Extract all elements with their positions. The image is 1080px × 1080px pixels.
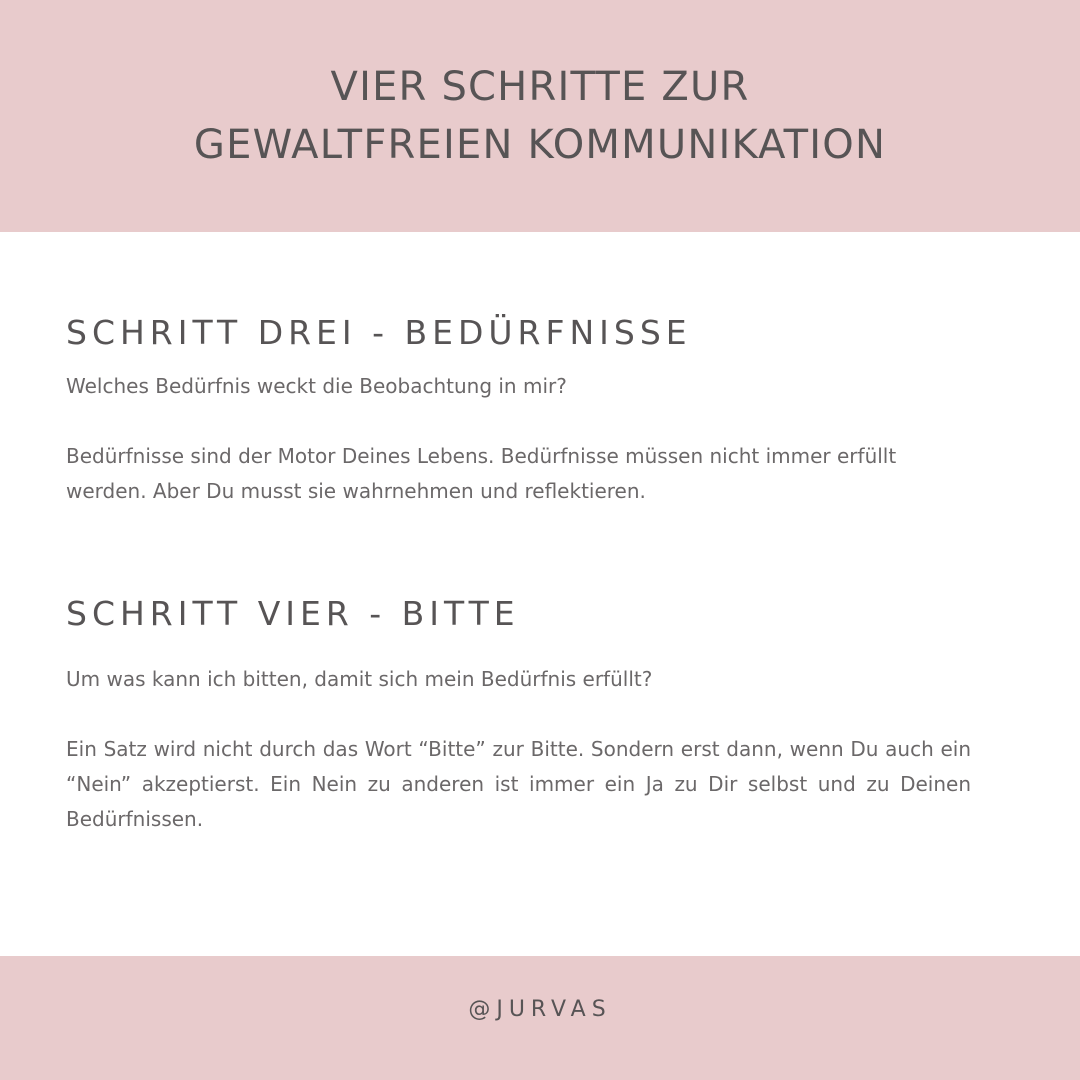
step-four-heading: SCHRITT VIER - BITTE xyxy=(66,594,520,633)
page-title-line-2: GEWALTFREIEN KOMMUNIKATION xyxy=(193,122,887,168)
social-handle: @JURVAS xyxy=(468,997,612,1022)
step-four-text: Ein Satz wird nicht durch das Wort “Bitte” zur Bitte. Sondern erst dann, wenn Du auch ein “Nein” akzeptierst. Ein Nein zu anderen ist immer ein Ja zu Dir selbst und zu Deinen Bedürfnissen. xyxy=(66,737,971,831)
step-three-text: Bedürfnisse sind der Motor Deines Lebens. Bedürfnisse müssen nicht immer erfüllt werden. Aber Du musst sie wahrnehmen und reflektieren. xyxy=(66,444,897,503)
step-three-question: Welches Bedürfnis weckt die Beobachtung in mir? xyxy=(66,374,567,398)
page-title-line-1: VIER SCHRITTE ZUR xyxy=(330,64,750,110)
step-four-question: Um was kann ich bitten, damit sich mein Bedürfnis erfüllt? xyxy=(66,667,653,691)
step-three-heading: SCHRITT DREI - BEDÜRFNISSE xyxy=(66,313,692,352)
page-title xyxy=(0,58,1080,174)
